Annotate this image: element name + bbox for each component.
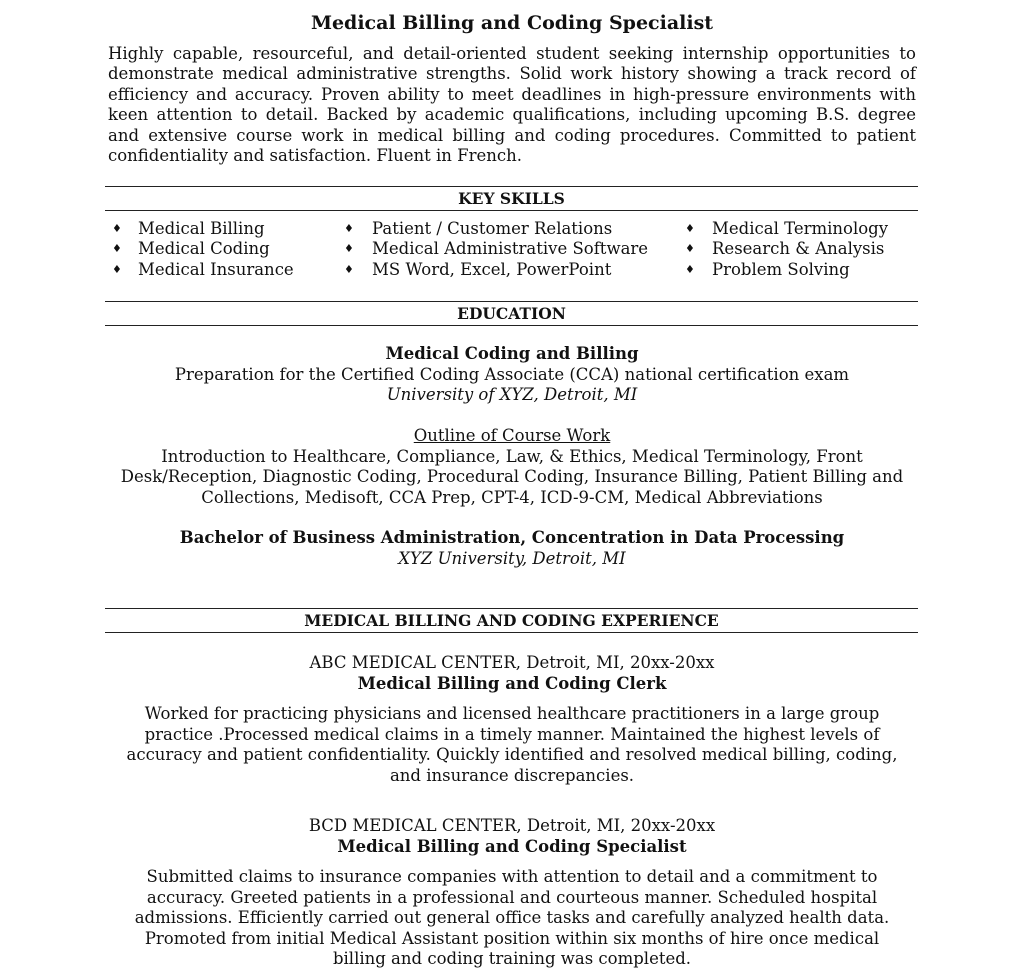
education-heading: EDUCATION [105,301,918,326]
resume-title: Medical Billing and Coding Specialist [310,12,714,34]
summary-line: Highly capable, resourceful, and detail-oriented student seeking internship opportunities to [108,44,916,63]
key-skills-heading: KEY SKILLS [105,186,918,211]
job-employer: ABC MEDICAL CENTER, Detroit, MI, 20xx-20xx [309,653,715,672]
experience-heading: MEDICAL BILLING AND CODING EXPERIENCE [105,608,918,633]
job-description-line: Submitted claims to insurance companies with attention to detail and a commitment to [146,867,878,886]
job-description-line: accuracy. Greeted patients in a professional and courteous manner. Scheduled hospital [146,887,878,907]
summary-line: confidentiality and satisfaction. Fluent in French. [108,146,522,166]
coursework-block [108,426,916,508]
diamond-bullet-icon: ♦ [112,242,122,256]
diamond-bullet-icon: ♦ [685,262,695,276]
program-name: Medical Coding and Billing [385,344,639,363]
summary-line: keen attention to detail. Backed by academic qualifications, including upcoming B.S. degree [108,105,916,125]
diamond-bullet-icon: ♦ [685,242,695,256]
job-description-line: and insurance discrepancies. [389,765,635,785]
job-1-description [108,704,916,786]
diamond-bullet-icon: ♦ [344,262,354,276]
job-description-line: practice .Processed medical claims in a timely manner. Maintained the highest levels of [144,724,880,744]
coursework-line: Introduction to Healthcare, Compliance, Law, & Ethics, Medical Terminology, Front [161,446,863,466]
coursework-line: Collections, Medisoft, CCA Prep, CPT-4, ICD-9-CM, Medical Abbreviations [201,487,823,507]
job-1 [108,653,916,694]
job-2-description [108,867,916,970]
job-description-line: Promoted from initial Medical Assistant position within six months of hire once medical [144,928,880,948]
education-program-1 [108,344,916,406]
coursework-heading: Outline of Course Work [413,426,611,445]
job-role: Medical Billing and Coding Clerk [357,673,667,693]
job-description-line: billing and coding training was completed. [332,949,692,969]
job-description-line: Worked for practicing physicians and licensed healthcare practitioners in a large group [144,704,880,723]
diamond-bullet-icon: ♦ [112,222,122,235]
job-description-line: admissions. Efficiently carried out general office tasks and carefully analyzed health data. [134,908,890,928]
program-school: XYZ University, Detroit, MI [398,548,626,568]
summary-line: and extensive course work in medical billing and coding procedures. Committed to patient [108,125,916,145]
job-description-line: accuracy and patient confidentiality. Quickly identified and resolved medical billing, coding, [126,745,898,765]
education-program-2 [108,528,916,569]
summary-paragraph [108,44,916,166]
program-name: Bachelor of Business Administration, Concentration in Data Processing [179,528,845,547]
program-school: University of XYZ, Detroit, MI [386,385,638,405]
program-description: Preparation for the Certified Coding Associate (CCA) national certification exam [174,364,850,384]
summary-line: demonstrate medical administrative strengths. Solid work history showing a track record of [108,64,916,84]
job-2 [108,816,916,857]
resume-page: Medical Billing and Coding Specialist Highly capable, resourceful, and detail-oriented student seeking internship opportunities to demonstrate medical administrative strengths. Solid work history showing a track record of efficiency and accuracy. Proven ability to meet deadlines in high-pressure environments with keen attention to detail. Backed by academic qualifications, including upcoming B.S. degree and extensive course work in medical billing and coding procedures. Committed to patient confidentiality and satisfaction. Fluent in French. KEY SKILLS ♦ Medical Billing ♦ Medical Coding ♦ Medical Insurance ♦ Patient / Customer Relations ♦ Medical Administrative Software ♦ MS Word, Excel, PowerPoint ♦ Medical Terminology ♦ Research & Analysis ♦ Problem Solving EDUCATION Medical Coding and Billing Preparation for the Certified Coding Associate (CCA) national certification exam University of XYZ, Detroit, MI Outline of Course Work Introduction to Healthcare, Compliance, Law, & Ethics, Medical Terminology, Front Desk/Reception, Diagnostic Coding, Procedural Coding, Insurance Billing, Patient Billing and Collections, Medisoft, CCA Prep, CPT-4, ICD-9-CM, Medical Abbreviations Bachelor of Business Administration, Concentration in Data Processing XYZ University, Detroit, MI MEDICAL BILLING AND CODING EXPERIENCE ABC MEDICAL CENTER, Detroit, MI, 20xx-20xx Medical Billing and Coding Clerk Worked for practicing physicians and licensed healthcare practitioners in a large group practice .Processed medical claims in a timely manner. Maintained the highest levels of accuracy and patient confidentiality. Quickly identified and resolved medical billing, coding, and insurance discrepancies. BCD MEDICAL CENTER, Detroit, MI, 20xx-20xx Medical Billing and Coding Specialist Submitted claims to insurance companies with attention to detail and a commitment to accuracy. Greeted patients in a professional and courteous manner. Scheduled hospital admissions. Efficiently carried out general office tasks and carefully analyzed health data. Promoted from initial Medical Assistant position within six months of hire once medical billing and coding training was completed. [0,0,1024,964]
summary-line: efficiency and accuracy. Proven ability to meet deadlines in high-pressure environments with [108,84,916,104]
diamond-bullet-icon: ♦ [112,262,122,276]
diamond-bullet-icon: ♦ [685,222,695,235]
diamond-bullet-icon: ♦ [344,222,354,235]
coursework-line: Desk/Reception, Diagnostic Coding, Procedural Coding, Insurance Billing, Patient Billing and [120,467,904,487]
diamond-bullet-icon: ♦ [344,242,354,256]
job-employer: BCD MEDICAL CENTER, Detroit, MI, 20xx-20xx [308,816,716,835]
job-role: Medical Billing and Coding Specialist [337,836,687,856]
